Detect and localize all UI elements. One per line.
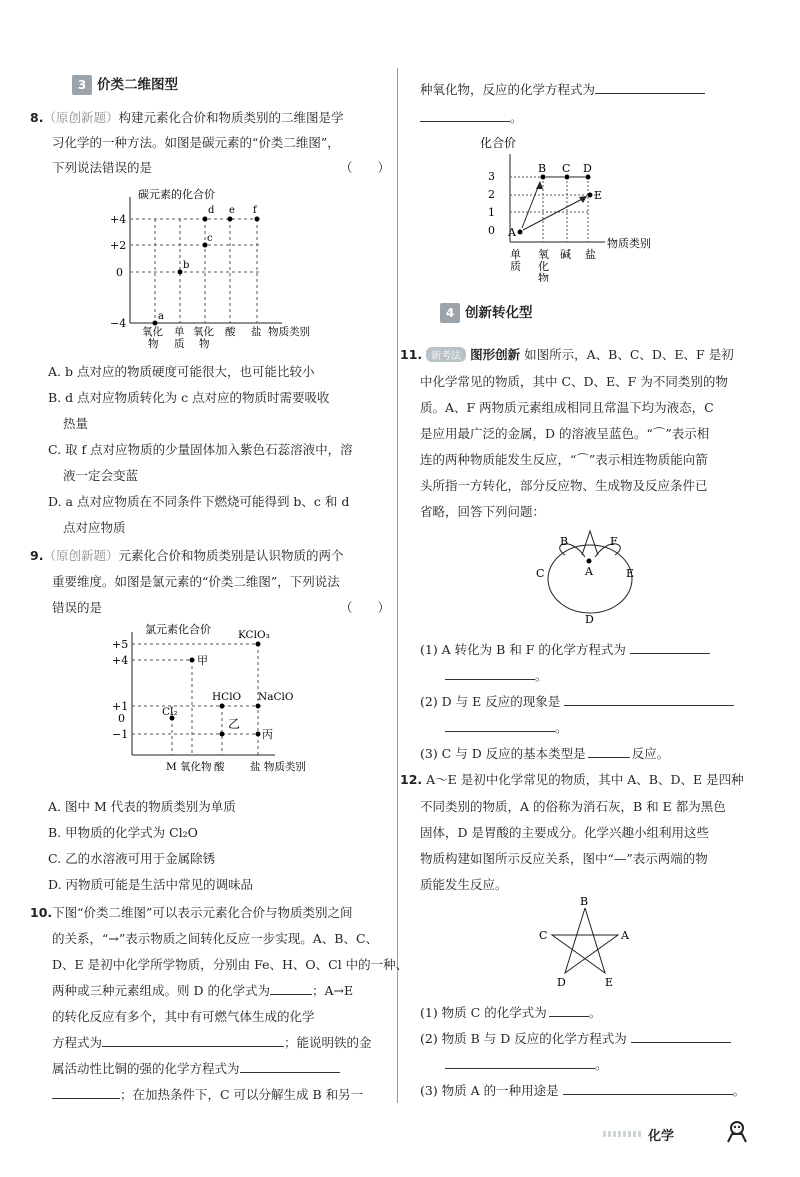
leaf-stem: [582, 531, 598, 555]
q11-line6: 头所指一方转化，部分反应物、生成物及反应条件已: [420, 478, 708, 493]
label-B: B: [580, 895, 589, 908]
svg-text:物: 物: [538, 272, 549, 282]
ytick-plus4: +4: [112, 654, 129, 667]
q11-line3: 质。A、F 两物质元素组成相同且常温下均为液态，C: [420, 400, 714, 415]
section-4-header: [440, 302, 533, 324]
point-C: [565, 175, 570, 180]
q8-option-c-cont: 液一定会变蓝: [63, 468, 139, 483]
q10-blank-eq2-cont[interactable]: [52, 1086, 120, 1099]
q12-line4: 物质构建如图所示反应关系，图中“—”表示两端的物: [420, 851, 708, 866]
q12-blank-3[interactable]: [563, 1082, 733, 1095]
label-A: A: [585, 565, 593, 578]
point-bing: [256, 732, 261, 737]
q10-blank-eq2[interactable]: [240, 1060, 340, 1073]
xcat-m: M: [166, 761, 177, 773]
q10-line1: 10.下图“价类二维图”可以表示元素化合价与物质类别之间: [30, 905, 353, 920]
point-b: [178, 270, 183, 275]
label-A: A: [621, 929, 629, 942]
label-cl2: Cl₂: [162, 706, 178, 718]
new-method-badge: 新考法: [426, 347, 466, 362]
q10-blank-eq3-cont[interactable]: [420, 109, 510, 122]
column-divider: [397, 68, 398, 1103]
q12-part2-cont: 。: [445, 1055, 608, 1073]
q12-line2: 不同类别的物质，A 的俗称为消石灰，B 和 E 都为黑色: [420, 799, 726, 814]
q8-option-d[interactable]: D. a 点对应物质在不同条件下燃烧可能得到 b、c 和 d: [48, 494, 350, 509]
q10-line2: 的关系，“→”表示物质之间转化反应一步实现。A、B、C、: [52, 931, 379, 946]
node-A: [587, 559, 592, 564]
label-kclo3: KClO₃: [238, 629, 270, 641]
xcat-element-line2: 质: [174, 338, 185, 350]
chart-xlabel: 物质类别: [268, 326, 310, 338]
footer-subject: 化学: [648, 1129, 675, 1144]
q8-answer-paren[interactable]: （ ）: [340, 160, 391, 175]
q10-line3: D、E 是初中化学所学物质，分别由 Fe、H、O、Cl 中的一种、: [52, 957, 409, 972]
ytick-plus5: +5: [112, 638, 129, 651]
section-number: 4: [440, 303, 460, 323]
q12-line3: 固体，D 是胃酸的主要成分。化学兴趣小组利用这些: [420, 825, 709, 840]
q11-part2: (2) D 与 E 反应的现象是: [420, 692, 734, 710]
ytick-0: 0: [118, 712, 125, 725]
q11-line4: 是应用最广泛的金属，D 的溶液呈蓝色。“⌒”表示相: [420, 426, 710, 441]
q10-blank-eq1[interactable]: [102, 1034, 284, 1047]
point-jia: [190, 658, 195, 663]
q9-line1: 9.（原创新题）元素化合价和物质类别是认识物质的两个: [30, 548, 344, 563]
chart-xlabel: 物质类别: [607, 237, 651, 250]
q11-blank-2[interactable]: [564, 693, 734, 706]
chart-ylabel: 氯元素化合价: [145, 623, 211, 636]
q11-line7: 省略，回答下列问题：: [420, 504, 546, 519]
ytick-0: 0: [488, 224, 495, 237]
ytick-minus4: −4: [110, 317, 127, 330]
apple-diagram: [530, 525, 650, 625]
chart-xlabel: 盐 物质类别: [250, 761, 306, 773]
label-C: C: [562, 162, 571, 175]
ytick-0: 0: [116, 266, 123, 279]
point-label-f: f: [253, 205, 257, 216]
q11-blank-3[interactable]: [588, 745, 630, 758]
q11-part1: (1) A 转化为 B 和 F 的化学方程式为: [420, 640, 710, 658]
point-label-c: c: [207, 233, 213, 244]
q10-line5: 的转化反应有多个，其中有可燃气体生成的化学: [52, 1009, 315, 1024]
point-D: [586, 175, 591, 180]
point-e: [228, 217, 233, 222]
section-3-header: [72, 74, 178, 96]
xcat-element: 单: [510, 248, 521, 261]
q12-line5: 质能发生反应。: [420, 877, 508, 892]
q12-blank-2-cont[interactable]: [445, 1056, 595, 1069]
xcat-oxide2-line1: 氧化: [193, 326, 214, 338]
q10-line6: 方程式为 ；能说明铁的金: [52, 1035, 372, 1050]
label-B: B: [560, 535, 569, 548]
q11-line5: 连的两种物质能发生反应，“⌒”表示相连物质能向箭: [420, 452, 708, 467]
q10-line8: ；在加热条件下，C 可以分解生成 B 和另一: [52, 1085, 363, 1103]
q9-line3: 错误的是: [52, 600, 103, 615]
q11-line2: 中化学常见的物质，其中 C、D、E、F 为不同类别的物: [420, 374, 728, 389]
point-hclo: [220, 704, 225, 709]
svg-text:质: 质: [510, 260, 521, 273]
ytick-2: 2: [488, 188, 495, 201]
chart-ylabel: 化合价: [480, 136, 517, 150]
q11-part1-cont: 。: [445, 666, 548, 684]
q12-part3: (3) 物质 A 的一种用途是 。: [420, 1083, 746, 1098]
q10-line7: 属活动性比铜的强的化学方程式为: [52, 1059, 340, 1077]
q12-part2: (2) 物质 B 与 D 反应的化学方程式为: [420, 1029, 731, 1047]
q12-blank-2[interactable]: [631, 1030, 731, 1043]
label-bing: 丙: [262, 728, 273, 741]
mascot-icon: [722, 1118, 752, 1144]
xcat-oxide1-line1: 氧化: [142, 326, 163, 338]
star-diagram: [535, 893, 635, 988]
ytick-3: 3: [488, 170, 495, 183]
section-title: 价类二维图型: [97, 77, 178, 93]
section-title: 创新转化型: [465, 305, 533, 321]
q9-option-c[interactable]: C. 乙的水溶液可用于金属除锈: [48, 851, 216, 866]
xcat-acid: 酸: [225, 326, 236, 338]
q11-blank-1[interactable]: [630, 641, 710, 654]
ytick-minus1: −1: [112, 728, 129, 741]
label-B: B: [538, 162, 547, 175]
q12-line1: 12. A～E 是初中化学常见的物质，其中 A、B、D、E 是四种: [400, 772, 744, 787]
xcat-salt: 盐: [585, 248, 596, 261]
point-naclo: [256, 704, 261, 709]
q10-right-line1: 种氧化物，反应的化学方程式为: [420, 80, 705, 98]
label-C: C: [536, 567, 545, 580]
q8-option-a[interactable]: A. b 点对应的物质硬度可能很大，也可能比较小: [48, 364, 315, 379]
q9-option-d[interactable]: D. 丙物质可能是生活中常见的调味品: [48, 877, 254, 892]
xcat-acid: 酸: [214, 761, 225, 773]
q8-option-c[interactable]: C. 取 f 点对应物质的少量固体加入紫色石蕊溶液中，溶: [48, 442, 353, 457]
label-E: E: [626, 567, 635, 580]
q8-option-b[interactable]: B. d 点对应物质转化为 c 点对应的物质时需要吸收: [48, 390, 330, 405]
q9-answer-paren[interactable]: （ ）: [340, 600, 391, 615]
label-naclo: NaClO: [258, 691, 294, 703]
point-A: [518, 230, 523, 235]
carbon-valence-chart: [110, 185, 340, 350]
point-label-d: d: [208, 205, 215, 216]
xcat-oxide1-line2: 物: [148, 338, 159, 350]
q11-part3: (3) C 与 D 反应的基本类型是 反应。: [420, 746, 670, 761]
q10-right-line2: 。: [420, 108, 523, 126]
q12-part1: (1) 物质 C 的化学式为 。: [420, 1005, 602, 1020]
section-number: 3: [72, 75, 92, 95]
ytick-plus4: +4: [110, 213, 127, 226]
xcat-oxide: 氧化物: [180, 761, 212, 773]
point-yi: [220, 732, 225, 737]
apple-outline: [548, 545, 635, 613]
q8-option-b-cont: 热量: [63, 416, 89, 431]
label-D: D: [557, 976, 566, 988]
q11-blank-1-cont[interactable]: [445, 667, 535, 680]
q9-option-a[interactable]: A. 图中 M 代表的物质类别为单质: [48, 799, 236, 814]
label-C: C: [539, 929, 548, 942]
label-jia: 甲: [197, 654, 208, 667]
q10-blank-d[interactable]: [270, 982, 312, 995]
xcat-oxide2-line2: 物: [199, 338, 210, 350]
point-E: [588, 193, 593, 198]
q10-blank-eq3[interactable]: [595, 81, 705, 94]
xcat-base: 碱: [560, 248, 571, 261]
label-yi: 乙: [228, 717, 241, 731]
q8-line3: 下列说法错误的是: [52, 160, 153, 175]
point-label-b: b: [183, 260, 190, 271]
xcat-element-line1: 单: [174, 326, 185, 338]
point-d: [203, 217, 208, 222]
q11-line1: 11. 新考法 图形创新 如图所示，A、B、C、D、E、F 是初: [400, 347, 734, 362]
point-label-a: a: [158, 311, 164, 322]
ytick-1: 1: [488, 206, 495, 219]
point-a: [153, 321, 158, 326]
footer-decoration: [603, 1131, 643, 1137]
point-B: [541, 175, 546, 180]
point-label-e: e: [229, 205, 235, 216]
svg-text:化: 化: [538, 260, 549, 273]
q10-line4: 两种或三种元素组成。则 D 的化学式为 ；A→E: [52, 983, 354, 998]
q8-option-d-cont: 点对应物质: [63, 520, 126, 535]
label-D: D: [583, 162, 592, 175]
valence-diagram-q10: [470, 132, 700, 282]
ytick-plus2: +2: [110, 239, 127, 252]
point-f: [255, 217, 260, 222]
q9-line2: 重要维度。如图是氯元素的“价类二维图”，下列说法: [52, 574, 340, 589]
ytick-plus1: +1: [112, 700, 129, 713]
q9-option-b[interactable]: B. 甲物质的化学式为 Cl₂O: [48, 825, 198, 840]
label-E: E: [605, 976, 614, 988]
xcat-salt: 盐: [251, 326, 262, 338]
label-F: F: [610, 535, 618, 548]
q11-blank-2-cont[interactable]: [445, 719, 555, 732]
label-hclo: HClO: [212, 691, 242, 703]
xcat-oxide: 氧: [538, 248, 549, 261]
star-lines: [552, 908, 618, 973]
chlorine-valence-chart: [110, 620, 340, 785]
q12-blank-1[interactable]: [549, 1004, 589, 1017]
label-A: A: [508, 226, 516, 239]
q8-line1: 8.（原创新题）构建元素化合价和物质类别的二维图是学: [30, 110, 344, 125]
label-D: D: [585, 613, 594, 625]
chart-ylabel: 碳元素的化合价: [138, 188, 215, 201]
q11-part2-cont: 。: [445, 718, 568, 736]
label-E: E: [594, 189, 603, 202]
q8-line2: 习化学的一种方法。如图是碳元素的“价类二维图”，: [52, 135, 340, 150]
point-kclo3: [256, 642, 261, 647]
